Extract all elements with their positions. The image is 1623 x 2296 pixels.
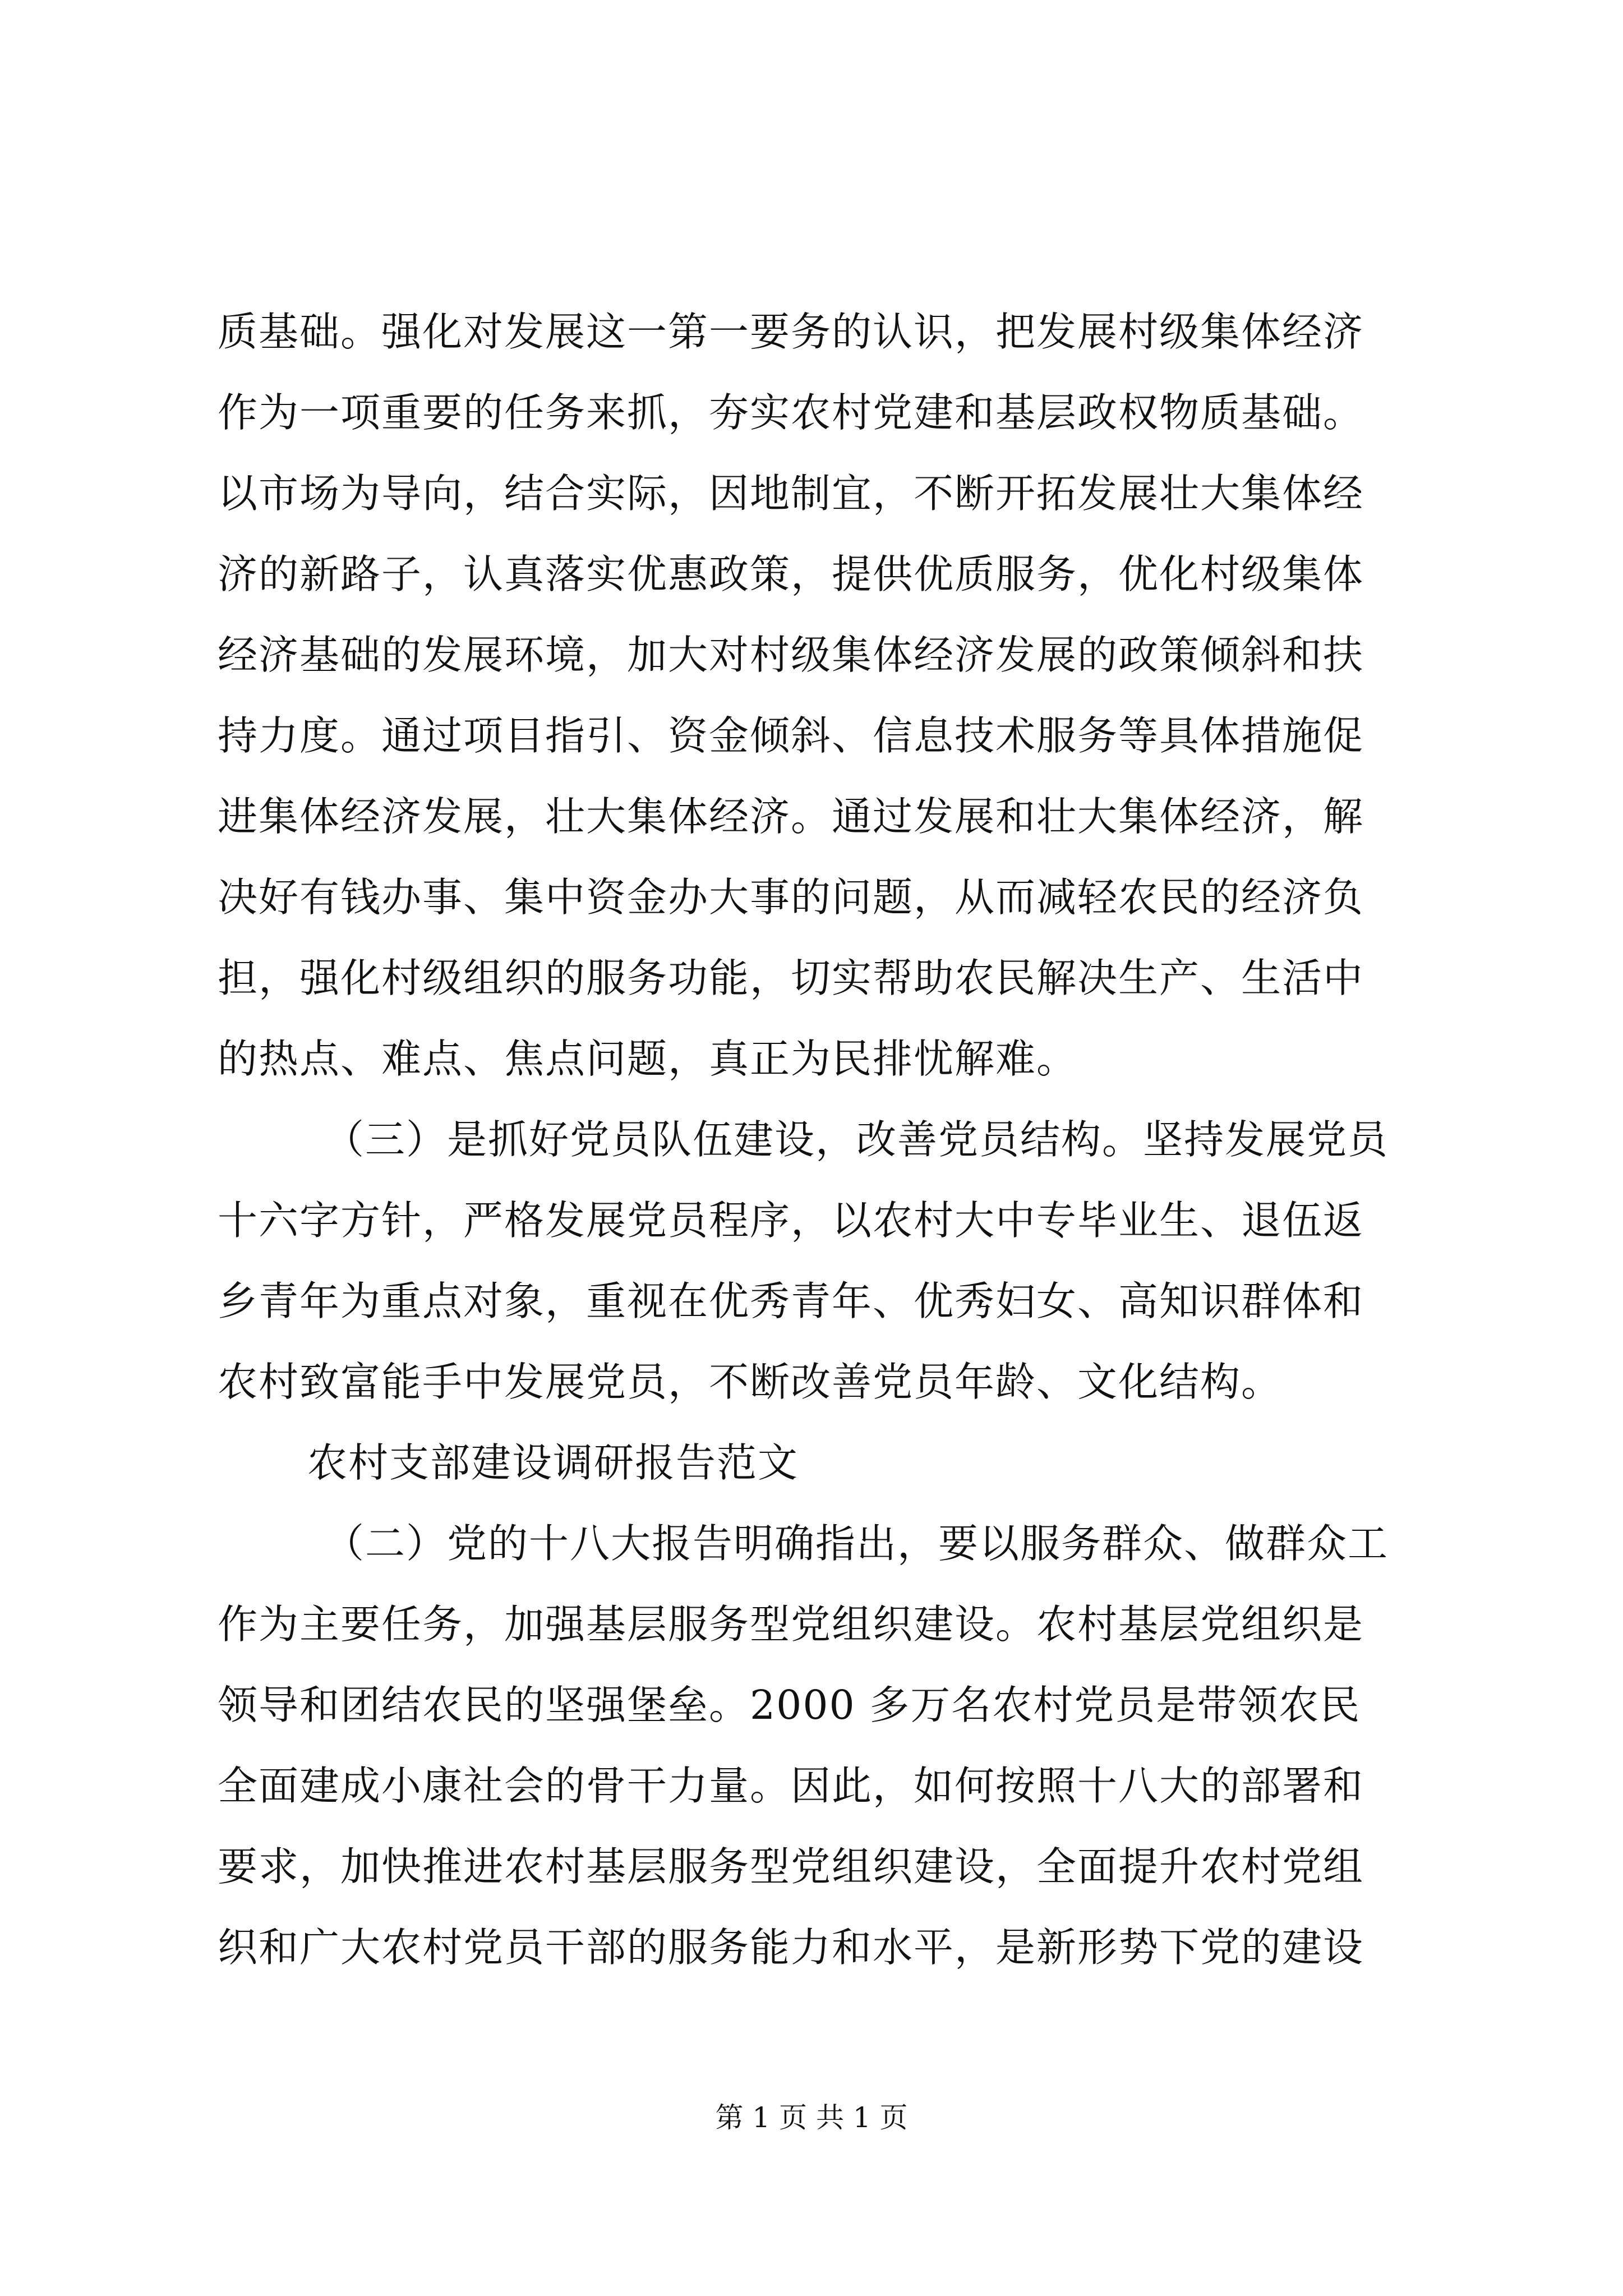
paragraph-line: 决好有钱办事、集中资金办大事的问题，从而减轻农民的经济负	[218, 874, 1364, 921]
paragraph-line: 经济基础的发展环境，加大对村级集体经济发展的政策倾斜和扶	[218, 632, 1364, 678]
page-footer	[0, 2098, 1623, 2137]
paragraph-line: 领导和团结农民的坚强堡垒。2000 多万名农村党员是带领农民	[218, 1682, 1361, 1728]
paragraph-line: 要求，加快推进农村基层服务型党组织建设，全面提升农村党组	[218, 1843, 1364, 1890]
paragraph-line: 进集体经济发展，壮大集体经济。通过发展和壮大集体经济，解	[218, 793, 1364, 840]
paragraph-line: （三）是抓好党员队伍建设，改善党员结构。坚持发展党员	[324, 1116, 1389, 1163]
paragraph-line: 以市场为导向，结合实际，因地制宜，不断开拓发展壮大集体经	[218, 470, 1364, 517]
page-number: 第 1 页 共 1 页	[715, 2101, 908, 2134]
paragraph-line: 作为主要任务，加强基层服务型党组织建设。农村基层党组织是	[218, 1601, 1364, 1648]
paragraph-line: （二）党的十八大报告明确指出，要以服务群众、做群众工	[324, 1520, 1389, 1567]
paragraph-line: 十六字方针，严格发展党员程序，以农村大中专毕业生、退伍返	[218, 1197, 1364, 1244]
section-heading: 农村支部建设调研报告范文	[307, 1439, 799, 1486]
document-body	[218, 292, 1451, 1988]
paragraph-line: 担，强化村级组织的服务功能，切实帮助农民解决生产、生活中	[218, 955, 1364, 1001]
paragraph-line: 织和广大农村党员干部的服务能力和水平，是新形势下党的建设	[218, 1924, 1364, 1971]
paragraph-line: 质基础。强化对发展这一第一要务的认识，把发展村级集体经济	[218, 309, 1364, 355]
paragraph-line: 持力度。通过项目指引、资金倾斜、信息技术服务等具体措施促	[218, 712, 1364, 759]
paragraph-line: 全面建成小康社会的骨干力量。因此，如何按照十八大的部署和	[218, 1763, 1364, 1809]
paragraph-line: 农村致富能手中发展党员，不断改善党员年龄、文化结构。	[218, 1359, 1283, 1405]
paragraph-line: 济的新路子，认真落实优惠政策，提供优质服务，优化村级集体	[218, 551, 1364, 597]
paragraph-line: 作为一项重要的任务来抓，夯实农村党建和基层政权物质基础。	[218, 389, 1364, 436]
paragraph-line: 乡青年为重点对象，重视在优秀青年、优秀妇女、高知识群体和	[218, 1278, 1364, 1324]
paragraph-line: 的热点、难点、焦点问题，真正为民排忧解难。	[218, 1036, 1078, 1082]
